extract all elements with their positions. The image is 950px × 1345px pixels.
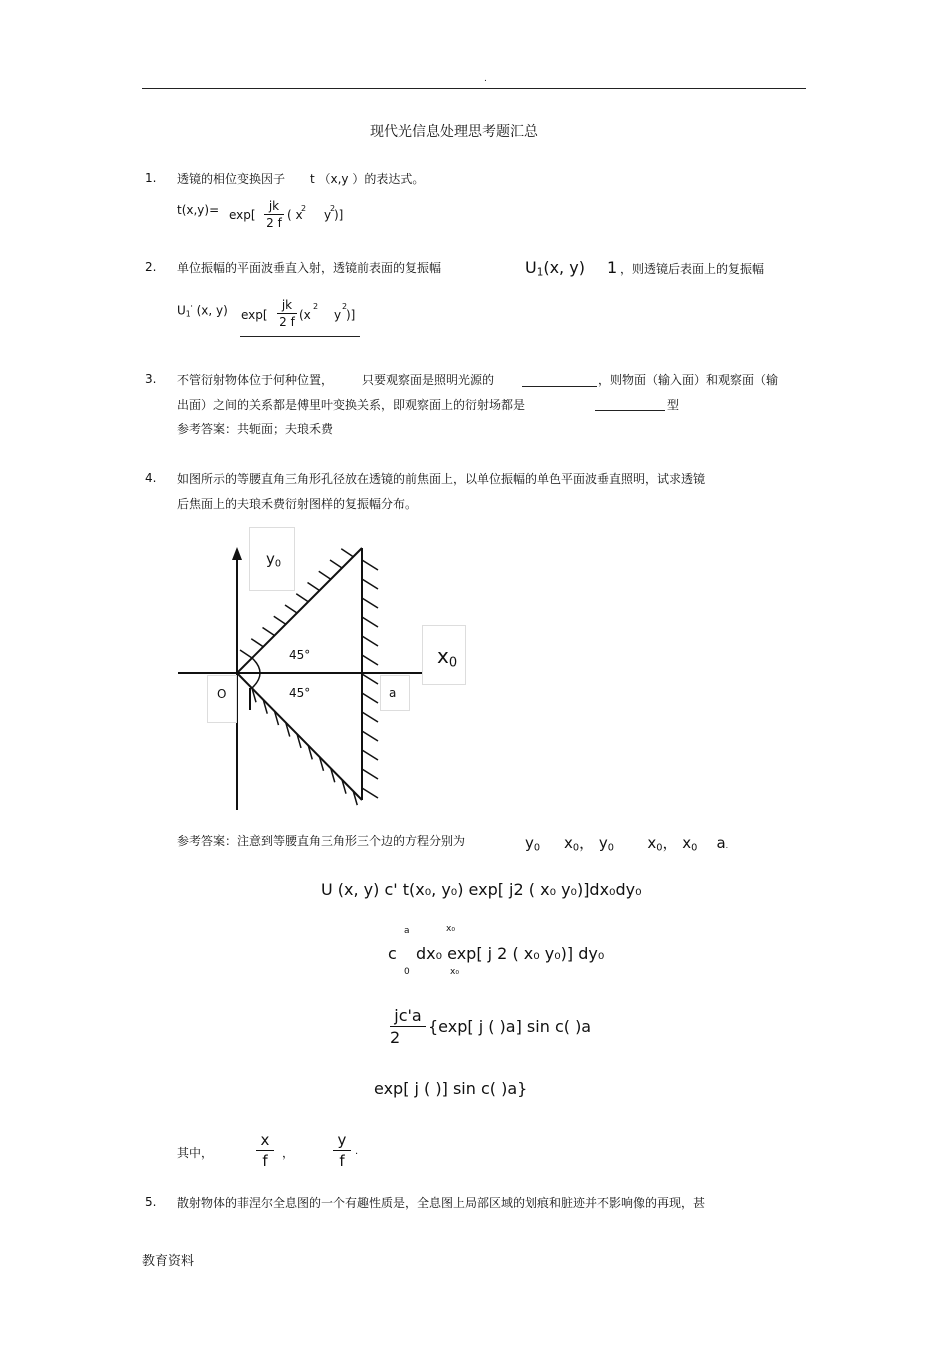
q2-answer-u: $U_1'$ (x, y) — [177, 303, 228, 319]
q2-ans-sq2: 2 — [342, 302, 348, 311]
equation-3-body: {exp[ j ( )a] sin c( )a — [428, 1017, 592, 1036]
hatch-mark-4 — [285, 605, 297, 613]
q3-number: 3. — [145, 372, 157, 386]
equation-2-upper-a: a — [404, 926, 410, 936]
footer: 教育资料 — [142, 1254, 195, 1269]
q3-line1-c: ，则物面（输入面）和观察面（输 — [598, 373, 779, 387]
where-label: 其中， — [177, 1146, 214, 1160]
where-den-x: f — [262, 1152, 268, 1170]
q3-line1-a: 不管衍射物体位于何种位置， — [177, 373, 334, 387]
q4-number: 4. — [145, 471, 157, 485]
where-fraction-x — [256, 1131, 274, 1170]
q2-text2: ，则透镜后表面上的复振幅 — [620, 262, 765, 276]
q2-ans-x: (x — [299, 308, 311, 322]
hatch-mark-32 — [362, 788, 378, 798]
q4-line1: 如图所示的等腰直角三角形孔径放在透镜的前焦面上，以单位振幅的单色平面波垂直照明，试求透镜 — [177, 472, 706, 486]
equation-2-body: dx₀ exp[ j 2 ( x₀ y₀)] dy₀ — [416, 944, 605, 963]
q3-line2-a: 出面）之间的关系都是傅里叶变换关系，即观察面上的衍射场都是 — [177, 398, 526, 412]
q3-answer: 参考答案：共轭面；夫琅禾费 — [177, 422, 334, 436]
q1-y: y — [324, 208, 332, 222]
q1-frac-num: jk — [268, 199, 280, 213]
equation-3-fraction — [390, 1006, 426, 1047]
equation-1: U (x, y) c' t(x₀, y₀) exp[ j2 ( x₀ y₀)]dx₀dy₀ — [321, 880, 642, 899]
q5-text: 散射物体的菲涅尔全息图的一个有趣性质是，全息图上局部区域的划痕和脏迹并不影响像的再现，甚 — [177, 1196, 706, 1210]
q4-line2: 后焦面上的夫琅禾费衍射图样的复振幅分布。 — [177, 497, 418, 511]
equation-2-c: c — [388, 944, 397, 963]
q1-text: 透镜的相位变换因子 — [177, 172, 286, 186]
hatch-mark-29 — [362, 731, 378, 741]
hatch-mark-25 — [362, 655, 378, 665]
q2-text: 单位振幅的平面波垂直入射，透镜前表面的复振幅 — [177, 261, 442, 275]
where-num-y: y — [337, 1131, 347, 1149]
q5-number: 5. — [145, 1195, 157, 1209]
hatch-mark-26 — [362, 674, 378, 684]
q1-number: 1. — [145, 171, 157, 185]
y0-label: $y_0$ — [266, 550, 282, 570]
hatch-mark-27 — [362, 693, 378, 703]
hatch-mark-30 — [362, 750, 378, 760]
hatch-mark-2 — [263, 628, 275, 636]
hatch-mark-7 — [319, 571, 331, 579]
hatch-mark-31 — [362, 769, 378, 779]
q1-close: )] — [334, 208, 344, 222]
hatch-mark-20 — [362, 560, 378, 570]
q4-answer-intro: 参考答案：注意到等腰直角三角形三个边的方程分别为 — [177, 834, 466, 848]
y-axis-arrow — [232, 547, 242, 560]
q1-frac-den: 2 f — [266, 216, 282, 230]
equation-3-num: jc'a — [394, 1006, 422, 1025]
hatch-mark-9 — [341, 549, 353, 557]
hatch-mark-23 — [362, 617, 378, 627]
q2-number: 2. — [145, 260, 157, 274]
where-num-x: x — [260, 1131, 270, 1149]
hatch-mark-5 — [296, 594, 308, 602]
q2-ans-sq1: 2 — [313, 302, 319, 311]
angle-bottom-label: 45° — [289, 686, 311, 700]
q2-ans-close: )] — [346, 308, 356, 322]
q1-expr-text: t （x,y ）的表达式。 — [310, 172, 425, 186]
q3-line2-b: 型 — [667, 398, 680, 412]
q2-u1: $U_1(x$, y) — [525, 258, 585, 279]
page-title: 现代光信息处理思考题汇总 — [370, 124, 538, 140]
q1-lhs: t(x,y)= — [177, 203, 220, 217]
q4-edge-equations: $y_0$ $x_0$， $y_0$ $x_0$， $x_0$ a. — [525, 834, 729, 854]
x0-label: $x_0$ — [437, 644, 458, 671]
hatch-mark-21 — [362, 579, 378, 589]
equation-2-upper-limit: x₀ — [446, 924, 455, 934]
hatch-mark-8 — [330, 560, 342, 568]
q1-sq2: 2 — [330, 204, 336, 213]
q1-exp: exp[ — [229, 208, 256, 222]
equation-4: exp[ j ( )] sin c( )a} — [374, 1079, 528, 1098]
hatch-mark-24 — [362, 636, 378, 646]
a-label: a — [389, 686, 397, 700]
q2-ans-y: y — [334, 308, 342, 322]
angle-top-label: 45° — [289, 648, 311, 662]
q2-frac-den: 2 f — [279, 315, 295, 329]
hatch-mark-28 — [362, 712, 378, 722]
hatch-mark-1 — [251, 639, 263, 647]
equation-2-lower-limit: x₀ — [450, 967, 459, 977]
equation-3-den: 2 — [390, 1028, 401, 1047]
origin-label: O — [217, 687, 227, 701]
q2-u1-value: 1 — [607, 258, 618, 277]
hatch-mark-3 — [274, 616, 286, 624]
q1-paren: ( x — [287, 208, 303, 222]
hatch-mark-0 — [240, 650, 252, 658]
q1-sq1: 2 — [301, 204, 307, 213]
where-fraction-y — [333, 1131, 351, 1170]
where-end: . — [355, 1146, 359, 1157]
where-separator: ， — [282, 1146, 295, 1160]
q2-answer-exp: exp[ — [241, 308, 268, 322]
q2-frac-num: jk — [281, 298, 293, 312]
hatch-mark-6 — [308, 583, 320, 591]
q3-line1-b: 只要观察面是照明光源的 — [362, 373, 495, 387]
where-den-y: f — [339, 1152, 345, 1170]
hatch-mark-22 — [362, 598, 378, 608]
equation-2-lower-0: 0 — [404, 967, 410, 977]
header-dot: . — [484, 74, 487, 84]
